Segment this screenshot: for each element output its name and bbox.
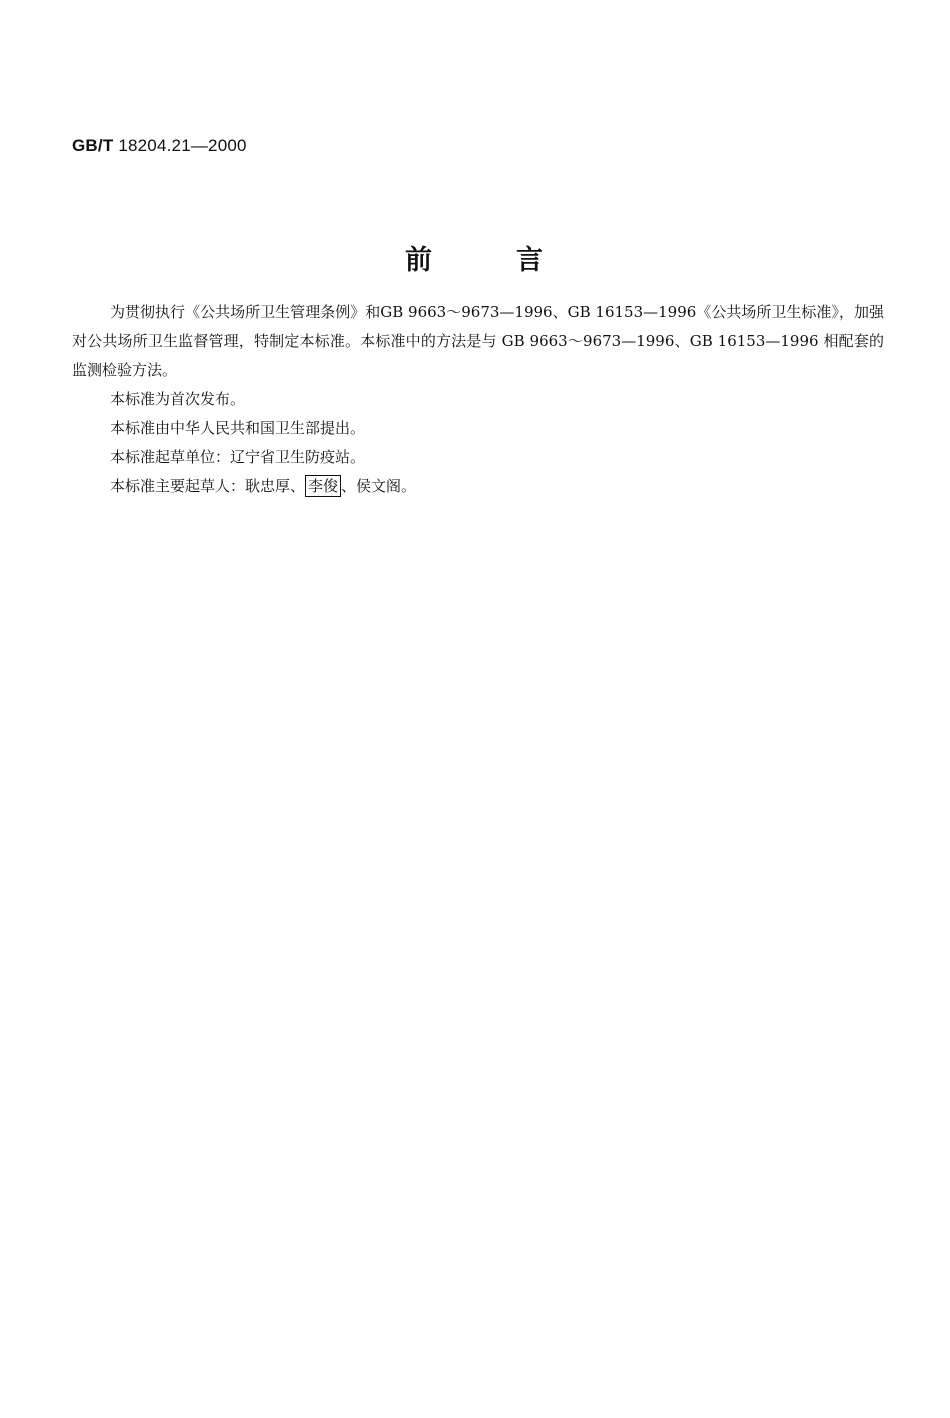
drafters-suffix: 、侯文阁。 [341, 477, 417, 495]
paragraph-drafting-unit: 本标准起草单位：辽宁省卫生防疫站。 [110, 448, 366, 466]
drafters-prefix: 本标准主要起草人：耿忠厚、 [110, 477, 306, 495]
title-char-1: 前 [405, 245, 434, 276]
title-char-2: 言 [516, 245, 545, 276]
foreword-body [72, 298, 884, 501]
page-title [0, 238, 950, 277]
standard-code [72, 136, 247, 156]
standard-prefix: GB/T [72, 136, 114, 155]
paragraph-purpose: 为贯彻执行《公共场所卫生管理条例》和GB 9663～9673—1996、GB 16153—1996《公共场所卫生标准》，加强对公共场所卫生监督管理，特制定本标准。本标准中的方法是与 GB 9663～9673—1996、GB 16153—1996 相配套的监测检验方法。 [72, 303, 884, 379]
paragraph-first-release: 本标准为首次发布。 [110, 390, 246, 408]
paragraph-drafters [72, 472, 884, 501]
boxed-drafter-name: 李俊 [305, 475, 341, 497]
standard-number: 18204.21—2000 [113, 136, 247, 155]
paragraph-proposer: 本标准由中华人民共和国卫生部提出。 [110, 419, 366, 437]
